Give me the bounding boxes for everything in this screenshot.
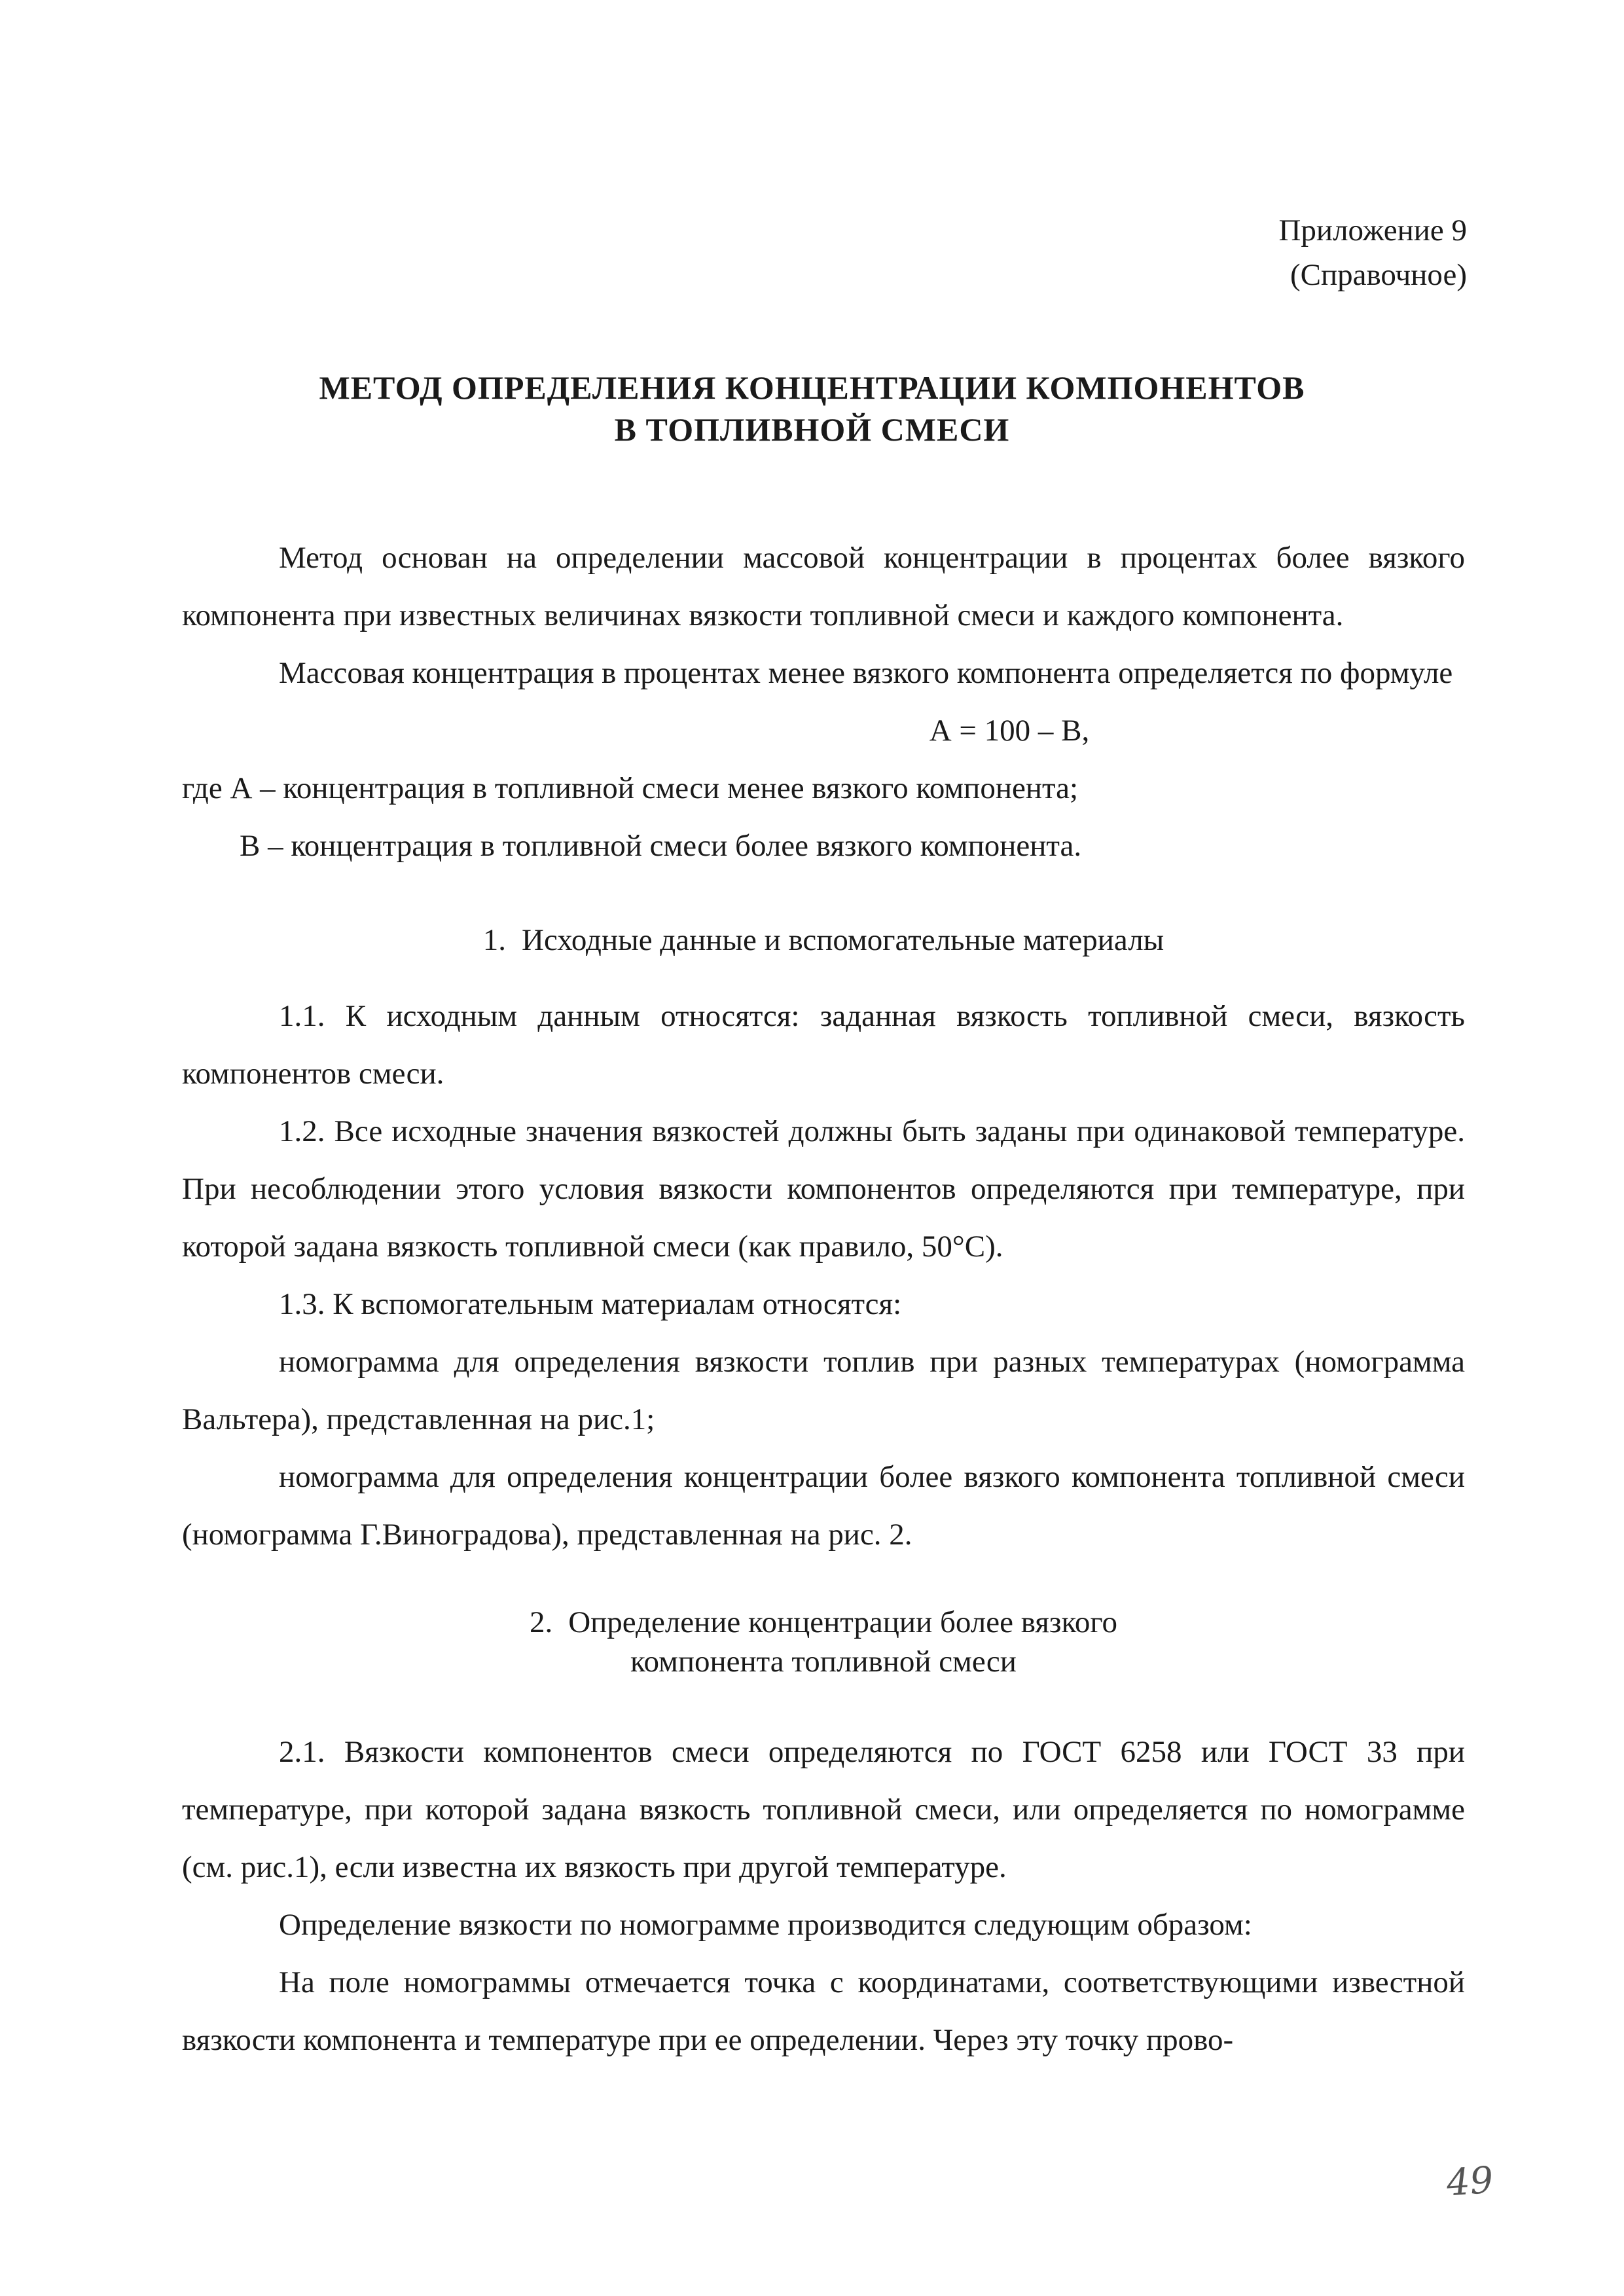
paragraph-1-3-b: номограмма для определения концентрации более вязкого компонента топливной смеси (номограмма Г.Виноградова), представленная на рис. 2. [182,1460,1465,1552]
section-1-number: 1. [482,923,507,957]
spacer [182,1563,1465,1603]
paragraph-1-3-a: номограмма для определения вязкости топлив при разных температурах (номограмма Вальтера), представленная на рис.1; [182,1345,1465,1436]
section-2-title-line-1: Определение концентрации более вязкого [568,1605,1118,1639]
section-2-number: 2. [529,1605,553,1639]
definition-a: где А – концентрация в топливной смеси менее вязкого компонента; [182,771,1079,805]
appendix-header [1278,208,1467,297]
section-1-heading [182,920,1465,960]
formula: А = 100 – В, [929,714,1090,748]
spacer [182,875,1465,920]
section-2-title-line-2: компонента топливной смеси [630,1645,1017,1679]
paragraph-2-3: На поле номограммы отмечается точка с координатами, соответствующими известной вязкости компонента и температуре при ее определении. Через эту точку прово- [182,1965,1465,2057]
definition-b: В – концентрация в топливной смеси более вязкого компонента. [240,829,1082,863]
section-2-heading [182,1603,1465,1681]
paragraph-1-3: 1.3. К вспомогательным материалам относятся: [279,1287,902,1321]
title-line-1: МЕТОД ОПРЕДЕЛЕНИЯ КОНЦЕНТРАЦИИ КОМПОНЕНТОВ [319,369,1305,406]
paragraph-1-2: 1.2. Все исходные значения вязкостей должны быть заданы при одинаковой температуре. При несоблюдении этого условия вязкости компонентов определяются при температуре, при которой задана вязкость топливной смеси (как правило, 50°С). [182,1114,1465,1264]
intro-paragraph-1: Метод основан на определении массовой концентрации в процентах более вязкого компонента при известных величинах вязкости топливной смеси и каждого компонента. [182,541,1465,632]
document-title [0,367,1624,450]
title-line-2: В ТОПЛИВНОЙ СМЕСИ [614,411,1010,448]
section-1-title: Исходные данные и вспомогательные материалы [522,923,1164,957]
appendix-type: (Справочное) [1290,258,1467,292]
intro-paragraph-2: Массовая концентрация в процентах менее вязкого компонента определяется по формуле [279,656,1453,690]
document-body [182,529,1465,2069]
paragraph-1-1: 1.1. К исходным данным относятся: заданная вязкость топливной смеси, вязкость компонентов смеси. [182,999,1465,1091]
spacer [182,1681,1465,1723]
paragraph-2-1: 2.1. Вязкости компонентов смеси определяются по ГОСТ 6258 или ГОСТ 33 при температуре, при которой задана вязкость топливной смеси, или определяется по номограмме (см. рис.1), если известна их вязкость при другой температуре. [182,1735,1465,1884]
paragraph-2-2: Определение вязкости по номограмме производится следующим образом: [279,1908,1252,1942]
spacer [182,960,1465,987]
appendix-label: Приложение 9 [1278,213,1467,247]
page-number: 49 [1445,2159,1495,2205]
